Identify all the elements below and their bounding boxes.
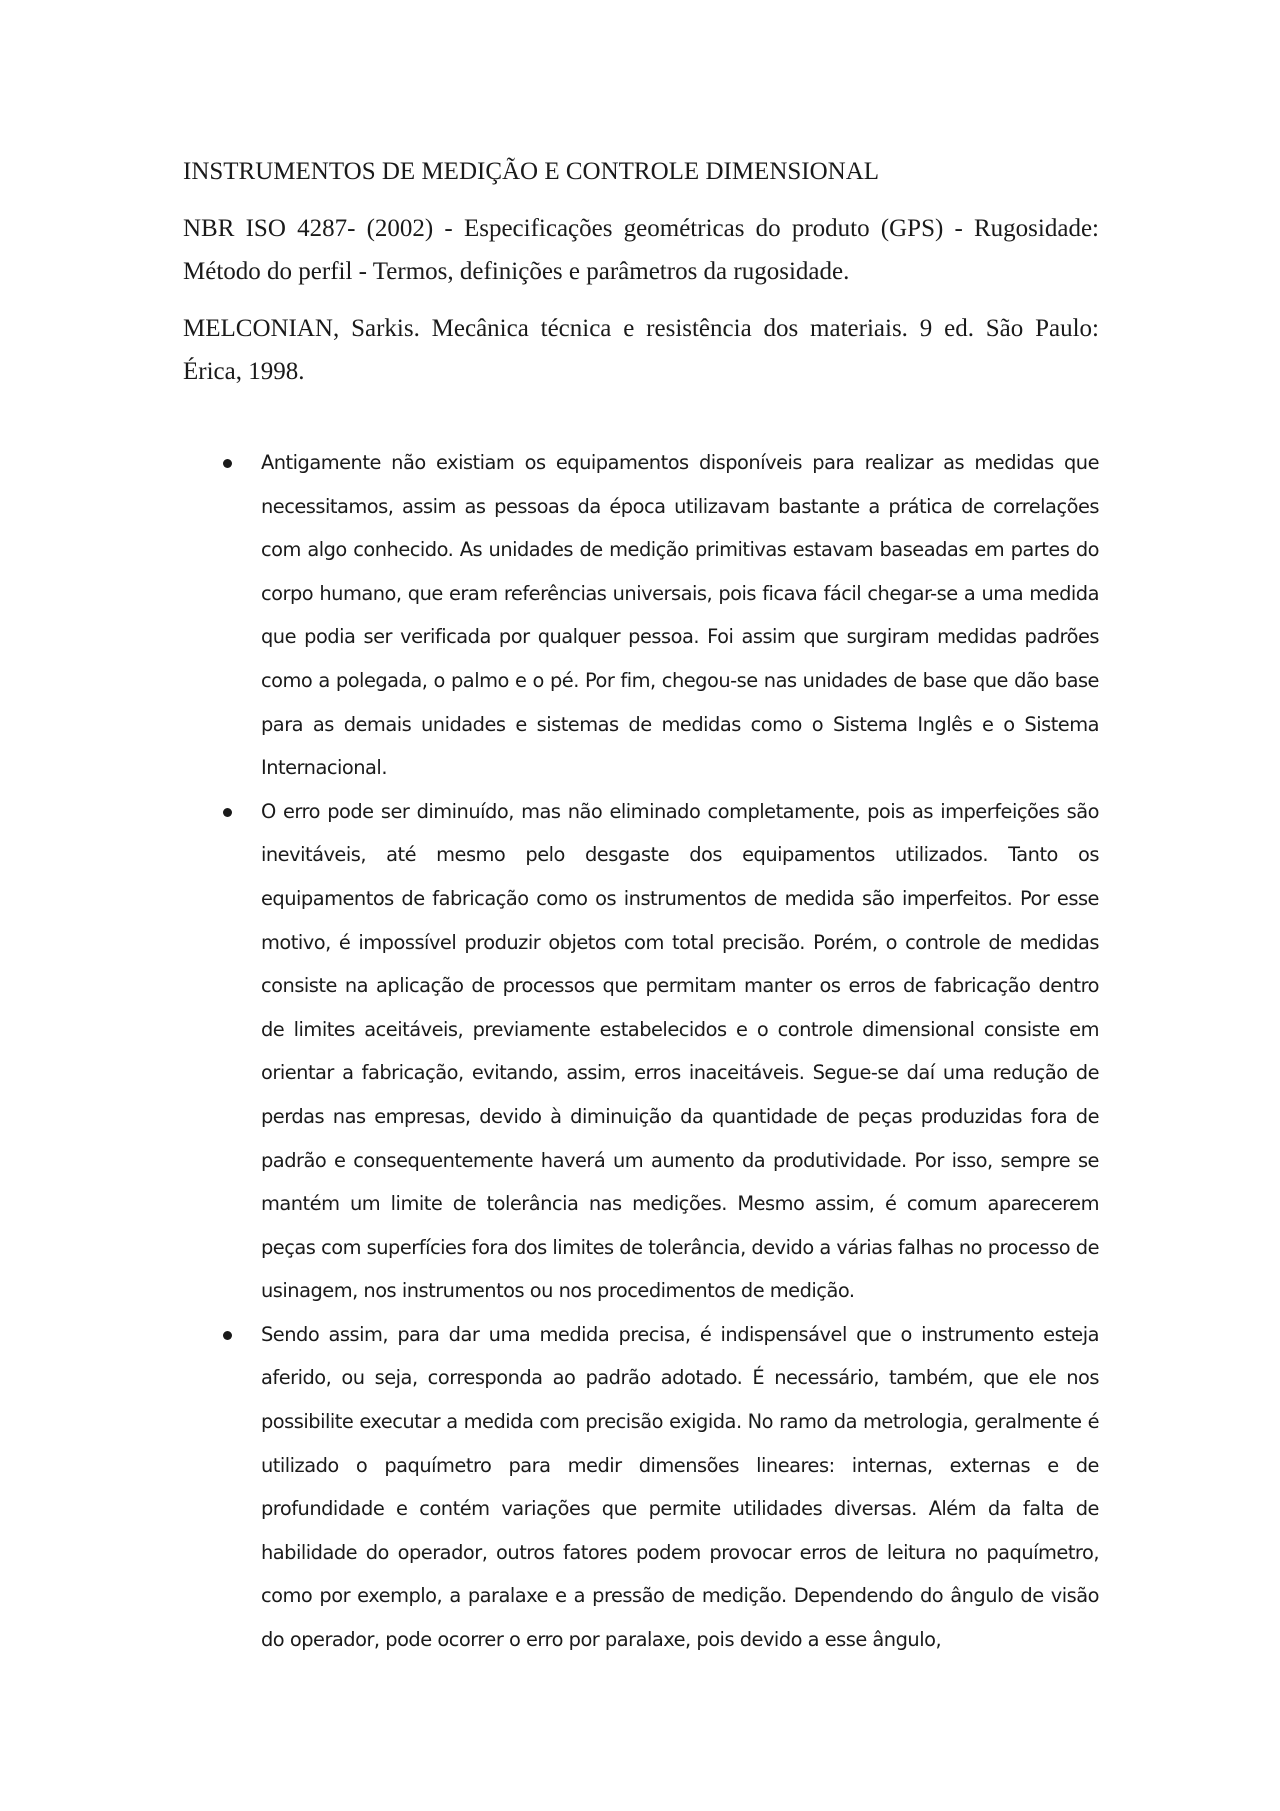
reference-title: INSTRUMENTOS DE MEDIÇÃO E CONTROLE DIMENSIONAL bbox=[183, 158, 880, 185]
bullet-dot-icon bbox=[223, 1331, 232, 1340]
bullet-item-text: Sendo assim, para dar uma medida precisa, é indispensável que o instrumento esteja aferido, ou seja, corresponda ao padrão adotado. É necessário, também, que ele nos possibilite executar a medida com precisão exigida. No ramo da metrologia, geralmente é utilizado o paquímetro para medir dimensões lineares: internas, externas e de profundidade e contém variações que permite utilidades diversas. Além da falta de habilidade do operador, outros fatores podem provocar erros de leitura no paquímetro, como por exemplo, a paralaxe e a pressão de medição. Dependendo do ângulo de visão do operador, pode ocorrer o erro por paralaxe, pois devido a esse ângulo, bbox=[261, 1322, 1099, 1652]
bullet-item-caliper bbox=[183, 1313, 1099, 1662]
bullet-list bbox=[183, 441, 1099, 1662]
bullet-item-text: O erro pode ser diminuído, mas não eliminado completamente, pois as imperfeições são inevitáveis, até mesmo pelo desgaste dos equipamentos utilizados. Tanto os equipamentos de fabricação como os instrumentos de medida são imperfeitos. Por esse motivo, é impossível produzir objetos com total precisão. Porém, o controle de medidas consiste na aplicação de processos que permitam manter os erros de fabricação dentro de limites aceitáveis, previamente estabelecidos e o controle dimensional consiste em orientar a fabricação, evitando, assim, erros inaceitáveis. Segue-se daí uma redução de perdas nas empresas, devido à diminuição da quantidade de peças produzidas fora de padrão e consequentemente haverá um aumento da produtividade. Por isso, sempre se mantém um limite de tolerância nas medições. Mesmo assim, é comum aparecerem peças com superfícies fora dos limites de tolerância, devido a várias falhas no processo de usinagem, nos instrumentos ou nos procedimentos de medição. bbox=[261, 799, 1099, 1303]
bullet-item-text: Antigamente não existiam os equipamentos disponíveis para realizar as medidas que necessitamos, assim as pessoas da época utilizavam bastante a prática de correlações com algo conhecido. As unidades de medição primitivas estavam baseadas em partes do corpo humano, que eram referências universais, pois ficava fácil chegar-se a uma medida que podia ser verificada por qualquer pessoa. Foi assim que surgiram medidas padrões como a polegada, o palmo e o pé. Por fim, chegou-se nas unidades de base que dão base para as demais unidades e sistemas de medidas como o Sistema Inglês e o Sistema Internacional. bbox=[261, 451, 1099, 780]
reference-nbr-iso-4287: NBR ISO 4287- (2002) - Especificações geométricas do produto (GPS) - Rugosidade: Método do perfil - Termos, definições e parâmetros da rugosidade. bbox=[183, 215, 1099, 285]
bullet-dot-icon bbox=[223, 808, 232, 817]
bullet-item-history bbox=[183, 441, 1099, 790]
references-section bbox=[183, 150, 1099, 407]
reference-melconian: MELCONIAN, Sarkis. Mecânica técnica e resistência dos materiais. 9 ed. São Paulo: Érica, 1998. bbox=[183, 315, 1099, 385]
bullet-item-error bbox=[183, 790, 1099, 1313]
bullet-dot-icon bbox=[223, 459, 232, 468]
